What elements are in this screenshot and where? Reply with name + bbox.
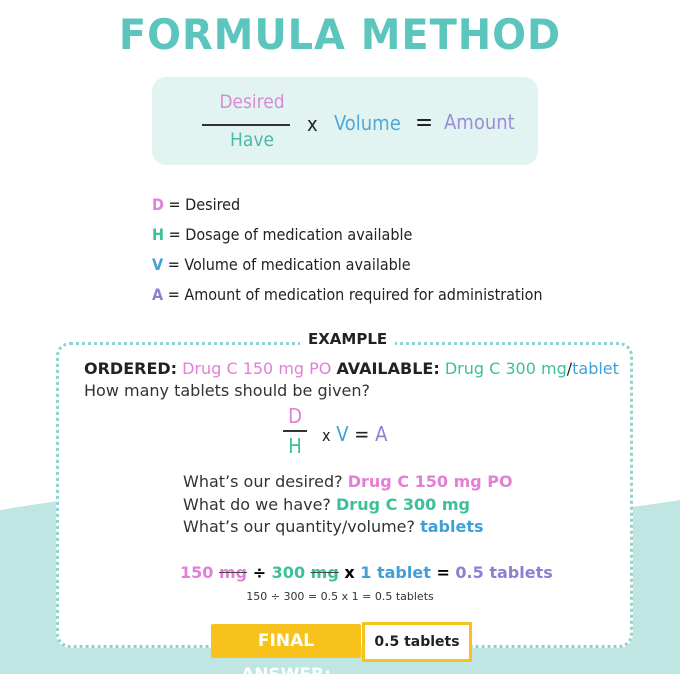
qa-question: What’s our quantity/volume?: [183, 517, 415, 536]
formula-times: x: [307, 112, 318, 136]
mini-fraction-line: [283, 430, 307, 432]
example-label: EXAMPLE: [300, 330, 395, 348]
formula-amount: Amount: [444, 110, 515, 134]
formula-have: Have: [230, 129, 274, 151]
page-title: FORMULA METHOD: [118, 10, 562, 59]
calc-u2: mg: [310, 563, 339, 582]
qa-desired: [183, 472, 513, 491]
legend-row-a: [152, 285, 543, 315]
calc-times: x: [344, 563, 355, 582]
qa-answer: Drug C 300 mg: [336, 495, 471, 514]
qa-have: [183, 495, 470, 514]
legend-text: = Volume of medication available: [163, 255, 411, 274]
available-sep: /: [566, 359, 573, 378]
legend-letter: A: [152, 285, 164, 304]
formula-equals: =: [415, 108, 434, 136]
ordered-line: [84, 359, 619, 378]
mini-a: A: [375, 422, 388, 446]
legend: [152, 195, 543, 315]
mini-eq: =: [354, 422, 370, 446]
mini-d: D: [288, 404, 302, 428]
legend-text: = Amount of medication required for administration: [163, 285, 543, 304]
qa-volume: [183, 517, 484, 536]
calc-n3: 1 tablet: [360, 563, 431, 582]
qa-answer: tablets: [420, 517, 484, 536]
calculation-simple: 150 ÷ 300 = 0.5 x 1 = 0.5 tablets: [246, 590, 434, 603]
fraction-line: [202, 124, 290, 126]
qa-answer: Drug C 150 mg PO: [347, 472, 513, 491]
calc-u1: mg: [218, 563, 248, 582]
mini-v: V: [336, 422, 349, 446]
question-text: How many tablets should be given?: [84, 381, 371, 400]
legend-letter: H: [152, 225, 165, 244]
legend-letter: V: [152, 255, 164, 274]
legend-letter: D: [152, 195, 164, 214]
calc-div: ÷: [252, 563, 267, 582]
legend-row-d: [152, 195, 543, 225]
legend-text: = Desired: [163, 195, 241, 214]
formula-desired: Desired: [219, 91, 285, 113]
available-label: AVAILABLE:: [336, 359, 440, 378]
mini-x: x: [322, 426, 331, 445]
available-unit: tablet: [572, 359, 619, 378]
qa-question: What do we have?: [183, 495, 331, 514]
calc-eq: =: [436, 563, 450, 582]
ordered-label: ORDERED:: [84, 359, 178, 378]
calc-n1: 150: [180, 563, 214, 582]
calc-result: 0.5 tablets: [455, 563, 553, 582]
legend-row-v: [152, 255, 543, 285]
formula-box: [152, 77, 538, 165]
final-answer-value: 0.5 tablets: [362, 622, 472, 662]
legend-text: = Dosage of medication available: [164, 225, 413, 244]
ordered-value: Drug C 150 mg PO: [182, 359, 332, 378]
formula-volume: Volume: [334, 111, 401, 135]
mini-h: H: [288, 434, 302, 458]
mini-fraction: [280, 404, 310, 458]
mini-formula-rest: [322, 422, 387, 446]
available-value: Drug C 300 mg: [444, 359, 567, 378]
final-answer-label: FINAL ANSWER:: [211, 624, 361, 658]
calculation: [180, 563, 553, 582]
legend-row-h: [152, 225, 543, 255]
calc-n2: 300: [271, 563, 306, 582]
qa-question: What’s our desired?: [183, 472, 343, 491]
